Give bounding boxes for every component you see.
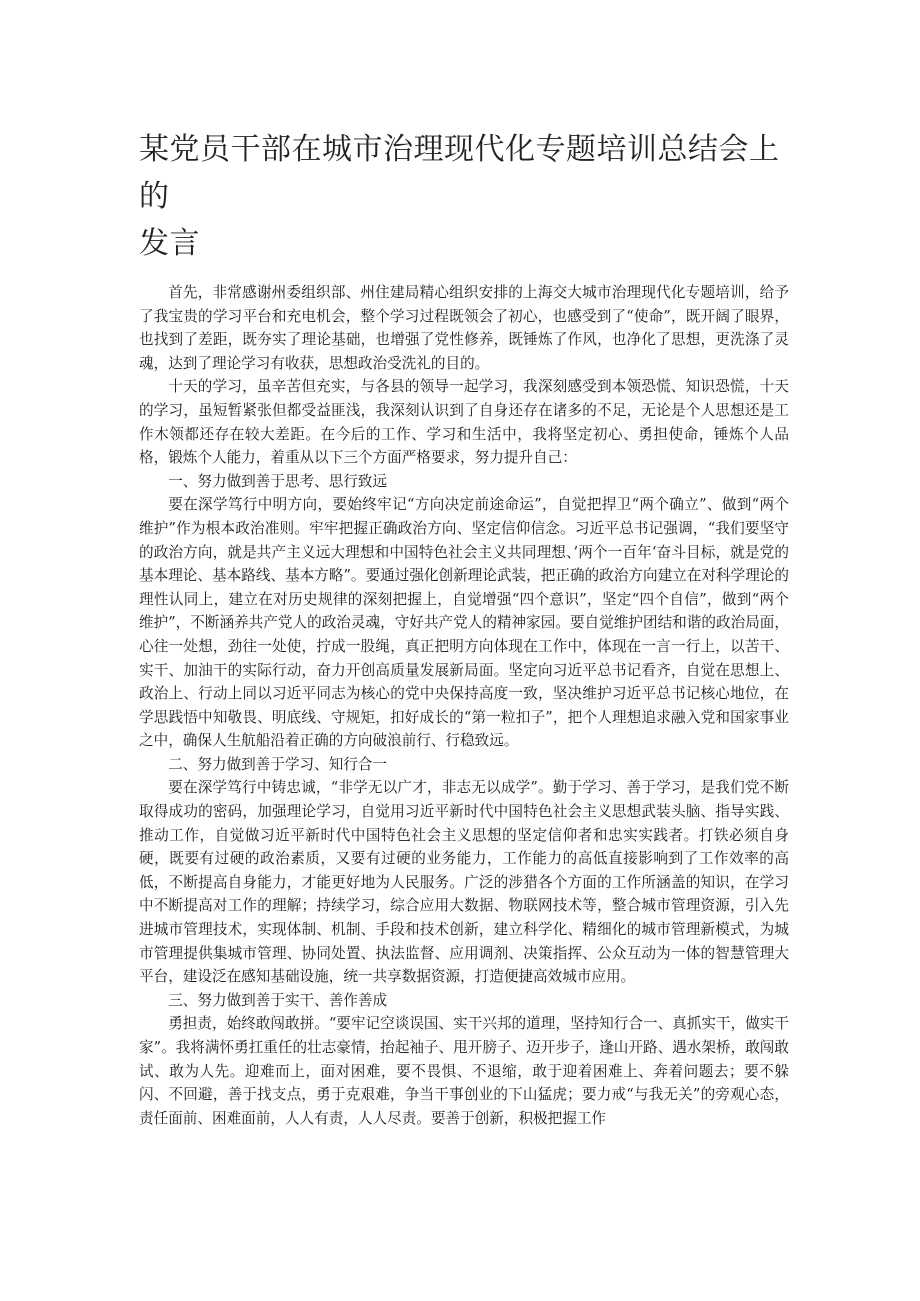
section-2-heading: 二、努力做到善于学习、知行合一	[168, 755, 388, 773]
overview-paragraph: 十天的学习，虽辛苦但充实，与各县的领导一起学习，我深刻感受到本领恐慌、知识恐慌，十天的学习，虽短暂紧张但都受益匪浅，我深刻认识到了自身还存在诸多的不足，无论是个人思想还是工作木领都还存在较大差距。在今后的工作、学习和生活中，我将坚定初心、勇担使命，锤炼个人品格，锻炼个人能力，着重从以下三个方面严格要求，努力提升自己：	[139, 378, 789, 467]
section-1-heading: 一、努力做到善于思考、思行致远	[168, 472, 388, 490]
section-3-heading: 三、努力做到善于实干、善作善成	[168, 991, 388, 1009]
section-1-body: 要在深学笃行中明方向，要始终牢记“方向决定前途命运”，自觉把捍卫“两个确立”、做到“两个维护”作为根本政治准则。牢牢把握正确政治方向、坚定信仰信念。习近平总书记强调，“我们要坚守的政治方向，就是共产主义远大理想和中国特色社会主义共同理想、’两个一百年‘奋斗目标，就是党的基本理论、基本路线、基本方略”。要通过强化创新理论武装，把正确的政治方向建立在对科学理论的理性认同上，建立在对历史规律的深刻把握上，自觉增强“四个意识”，坚定“四个自信”，做到“两个维护”，不断涵养共产党人的政治灵魂，守好共产党人的精神家园。要自觉维护团结和谐的政治局面，心往一处想，劲往一处使，拧成一股绳，真正把明方向体现在工作中，体现在一言一行上，以苦干、实干、加油干的实际行动，奋力开创高质量发展新局面。坚定向习近平总书记看齐，自觉在思想上、政治上、行动上同以习近平同志为核心的党中央保持高度一致，坚决维护习近平总书记核心地位，在学思践悟中知敬畏、明底线、守规矩，扣好成长的“第一粒扣子”，把个人理想追求融入党和国家事业之中，确保人生航船沿着正确的方向破浪前行、行稳致远。	[139, 496, 789, 750]
section-2-body: 要在深学笃行中铸忠诚，“非学无以广才，非志无以成学”。勤于学习、善于学习，是我们党不断取得成功的密码，加强理论学习，自觉用习近平新时代中国特色社会主义思想武装头脑、指导实践、推动工作，自觉做习近平新时代中国特色社会主义思想的坚定信仰者和忠实实践者。打铁必须自身硬，既要有过硬的政治素质，又要有过硬的业务能力，工作能力的高低直接影响到了工作效率的高低，不断提高自身能力，才能更好地为人民服务。广泛的涉猎各个方面的工作所涵盖的知识，在学习中不断提高对工作的理解；持续学习，综合应用大数据、物联网技术等，整合城市管理资源，引入先进城市管理技术，实现体制、机制、手段和技术创新，建立科学化、精细化的城市管理新模式，为城市管理提供集城市管理、协同处置、执法监督、应用调剂、决策指挥、公众互动为一体的智慧管理大平台，建设泛在感知基础设施，统一共享数据资源，打造便捷高效城市应用。	[139, 779, 789, 986]
section-3-body: 勇担责，始终敢闯敢拼。“要牢记空谈误国、实干兴邦的道理，坚持知行合一、真抓实干，做实干家”。我将满怀勇扛重任的壮志豪情，抬起袖子、甩开膀子、迈开步子，逢山开路、遇水架桥，敢闯敢试、敢为人先。迎难而上，面对困难，要不畏惧、不退缩，敢于迎着困难上、奔着问题去；要不躲闪、不回避，善于找支点，勇于克艰难，争当干事创业的下山猛虎；要力戒“与我无关”的旁观心态，责任面前、困难面前，人人有责，人人尽责。要善于创新，积极把握工作	[139, 1015, 789, 1127]
document-page	[139, 126, 789, 1130]
title-line-2: 发言	[139, 226, 200, 261]
document-title	[139, 126, 789, 267]
title-line-1: 某党员干部在城市治理现代化专题培训总结会上的	[139, 132, 780, 214]
intro-paragraph: 首先，非常感谢州委组织部、州住建局精心组织安排的上海交大城市治理现代化专题培训，给予了我宝贵的学习平台和充电机会，整个学习过程既领会了初心，也感受到了“使命”，既开阔了眼界，也找到了差距，既夯实了理论基础，也增强了党性修养，既锤炼了作风，也净化了思想，更洗涤了灵魂，达到了理论学习有收获，思想政治受洗礼的目的。	[139, 284, 789, 372]
